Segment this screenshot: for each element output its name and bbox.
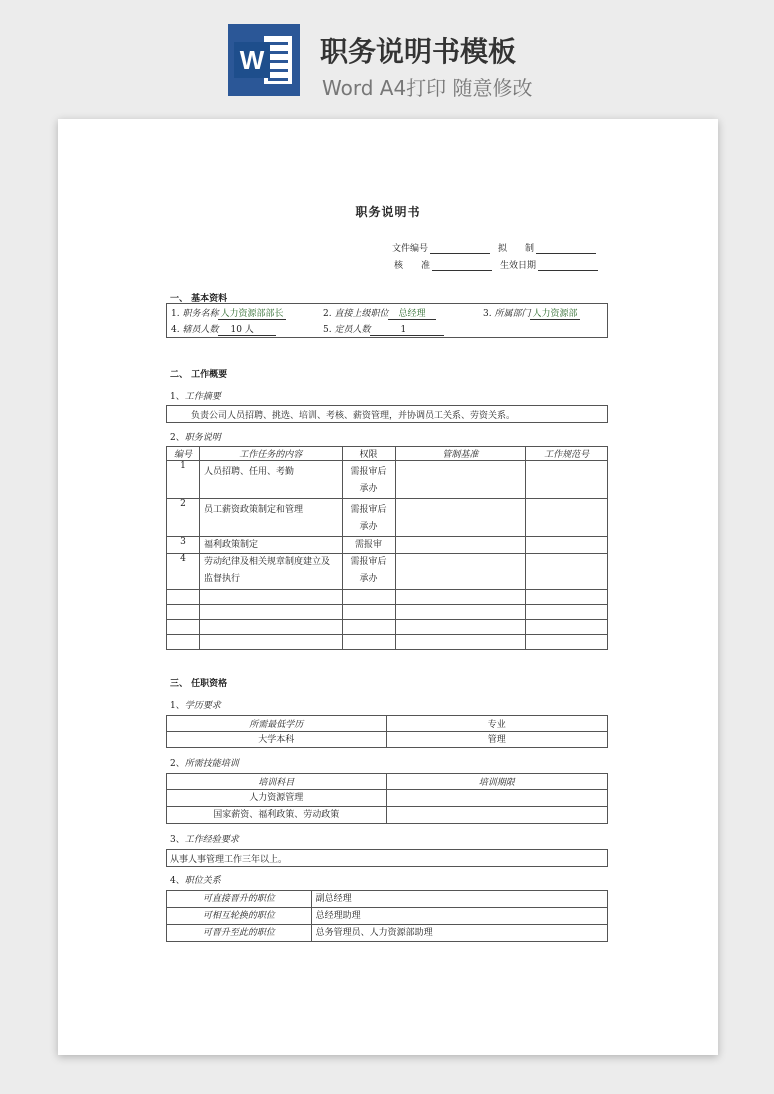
meta-drafter: 拟 制 — [498, 241, 596, 254]
duty-header: 权限 — [342, 447, 395, 461]
duty-task: 福利政策制定 — [199, 537, 342, 554]
basic-field-3: 3. 所属部门 人力资源部 — [483, 306, 580, 320]
duty-task: 员工薪资政策制定和管理 — [199, 499, 342, 537]
duty-num: 4 — [167, 554, 200, 590]
duty-header: 管制基准 — [395, 447, 526, 461]
skill-header: 培训期限 — [386, 774, 608, 790]
duty-auth: 需报审后承办 — [342, 461, 395, 499]
duty-header-row — [167, 447, 608, 461]
section-qualification-heading: 三、 任职资格 — [170, 679, 228, 689]
pos-title: 4、职位关系 — [170, 876, 221, 886]
edu-degree: 大学本科 — [167, 732, 387, 748]
duty-table — [166, 446, 608, 650]
duty-title: 2、职务说明 — [170, 433, 221, 443]
basic-field-4: 4. 辖员人数 10 人 — [171, 322, 276, 336]
duty-spec — [526, 554, 608, 590]
basic-field-2: 2. 直接上级职位 总经理 — [323, 306, 436, 320]
duty-num: 1 — [167, 461, 200, 499]
table-row — [167, 635, 608, 650]
skill-period — [386, 807, 608, 824]
pos-label: 可直接晋升的职位 — [167, 891, 312, 908]
doc-title: 职务说明书 — [355, 205, 421, 219]
duty-task: 劳动纪律及相关规章制度建立及监督执行 — [199, 554, 342, 590]
pos-label: 可相互轮换的职位 — [167, 908, 312, 925]
table-row — [167, 925, 608, 942]
duty-header: 工作规范号 — [526, 447, 608, 461]
table-row — [167, 620, 608, 635]
word-icon: W — [228, 24, 300, 96]
pos-value: 总经理助理 — [311, 908, 607, 925]
edu-header: 专业 — [386, 716, 608, 732]
pos-label: 可晋升至此的职位 — [167, 925, 312, 942]
table-row — [167, 554, 608, 590]
template-banner — [0, 0, 774, 110]
duty-auth: 需报审后承办 — [342, 499, 395, 537]
duty-auth: 需报审 — [342, 537, 395, 554]
summary-text: 负责公司人员招聘、挑选、培训、考核、薪资管理，并协调员工关系、劳资关系。 — [191, 411, 516, 421]
duty-standard — [395, 554, 526, 590]
table-row — [167, 590, 608, 605]
duty-spec — [526, 499, 608, 537]
duty-task: 人员招聘、任用、考勤 — [199, 461, 342, 499]
summary-title: 1、工作摘要 — [170, 392, 221, 402]
edu-major: 管理 — [386, 732, 608, 748]
edu-header: 所需最低学历 — [167, 716, 387, 732]
section-basic-heading: 一、 基本资料 — [170, 294, 228, 304]
banner-title: 职务说明书模板 — [320, 35, 517, 68]
edu-title: 1、学历要求 — [170, 701, 221, 711]
duty-auth: 需报审后承办 — [342, 554, 395, 590]
duty-standard — [395, 499, 526, 537]
duty-header: 工作任务的内容 — [199, 447, 342, 461]
duty-spec — [526, 461, 608, 499]
duty-num: 2 — [167, 499, 200, 537]
duty-spec — [526, 537, 608, 554]
meta-file-no: 文件编号 — [392, 241, 490, 254]
pos-value: 副总经理 — [311, 891, 607, 908]
skill-subject: 人力资源管理 — [167, 790, 387, 807]
meta-approve: 核 准 — [394, 258, 492, 271]
skill-subject: 国家薪资、福利政策、劳动政策 — [167, 807, 387, 824]
document-page — [58, 119, 718, 1055]
summary-box — [166, 405, 608, 423]
basic-info-box — [166, 303, 608, 338]
basic-field-5: 5. 定员人数 1 — [323, 322, 444, 336]
skill-table — [166, 773, 608, 824]
exp-box — [166, 849, 608, 867]
exp-title: 3、工作经验要求 — [170, 835, 239, 845]
duty-num: 3 — [167, 537, 200, 554]
table-row — [167, 537, 608, 554]
skill-header: 培训科目 — [167, 774, 387, 790]
duty-standard — [395, 461, 526, 499]
banner-subtitle: Word A4打印 随意修改 — [322, 76, 533, 100]
section-overview-heading: 二、 工作概要 — [170, 370, 228, 380]
skill-title: 2、所需技能培训 — [170, 759, 239, 769]
table-row — [167, 499, 608, 537]
table-row — [167, 908, 608, 925]
edu-table — [166, 715, 608, 748]
table-row — [167, 891, 608, 908]
exp-text: 从事人事管理工作三年以上。 — [170, 855, 288, 865]
position-table — [166, 890, 608, 942]
meta-effective: 生效日期 — [500, 258, 598, 271]
duty-standard — [395, 537, 526, 554]
skill-period — [386, 790, 608, 807]
table-row — [167, 605, 608, 620]
duty-header: 编号 — [167, 447, 200, 461]
table-row — [167, 461, 608, 499]
pos-value: 总务管理员、人力资源部助理 — [311, 925, 607, 942]
basic-field-1: 1. 职务名称 人力资源部部长 — [171, 306, 286, 320]
